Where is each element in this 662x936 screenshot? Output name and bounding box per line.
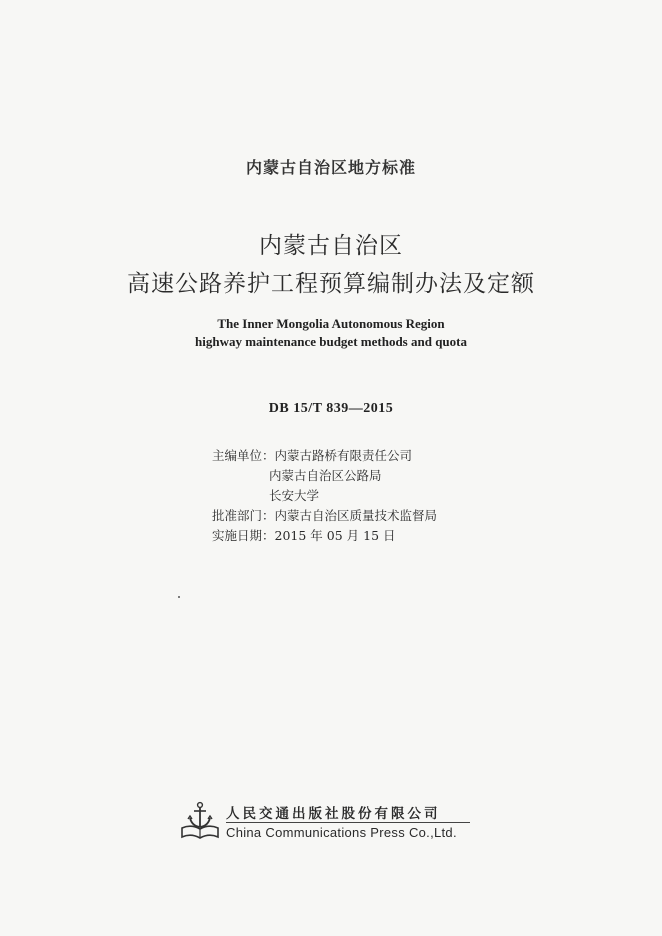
- standard-code: DB 15/T 839—2015: [268, 401, 394, 416]
- standard-series: 内蒙古自治区地方标准: [245, 158, 416, 177]
- scan-speck: [178, 596, 180, 598]
- implementation-date: 2015 年 05 月 15 日: [274, 528, 396, 543]
- title-cn-line2: 高速公路养护工程预算编制办法及定额: [127, 271, 535, 297]
- publisher-name-en: China Communications Press Co.,Ltd.: [226, 825, 457, 840]
- anchor-book-logo-icon: [179, 800, 221, 842]
- date-row: [212, 526, 396, 544]
- publisher-name-cn: 人民交通出版社股份有限公司: [226, 806, 441, 822]
- approver-row: [212, 506, 437, 524]
- editor-row: [212, 446, 412, 464]
- title-cn-line1: 内蒙古自治区: [259, 233, 403, 259]
- date-label: 实施日期：: [212, 528, 275, 543]
- editor-1: 内蒙古路桥有限责任公司: [274, 448, 413, 463]
- editor-2: 内蒙古自治区公路局: [269, 468, 382, 483]
- title-en-line1: The Inner Mongolia Autonomous Region: [217, 316, 445, 331]
- approver-label: 批准部门：: [212, 508, 275, 523]
- editor-label: 主编单位：: [212, 448, 275, 463]
- publisher-divider: [226, 822, 470, 823]
- title-en-line2: highway maintenance budget methods and quota: [195, 334, 467, 349]
- approver: 内蒙古自治区质量技术监督局: [274, 508, 438, 523]
- editor-3: 长安大学: [269, 488, 320, 503]
